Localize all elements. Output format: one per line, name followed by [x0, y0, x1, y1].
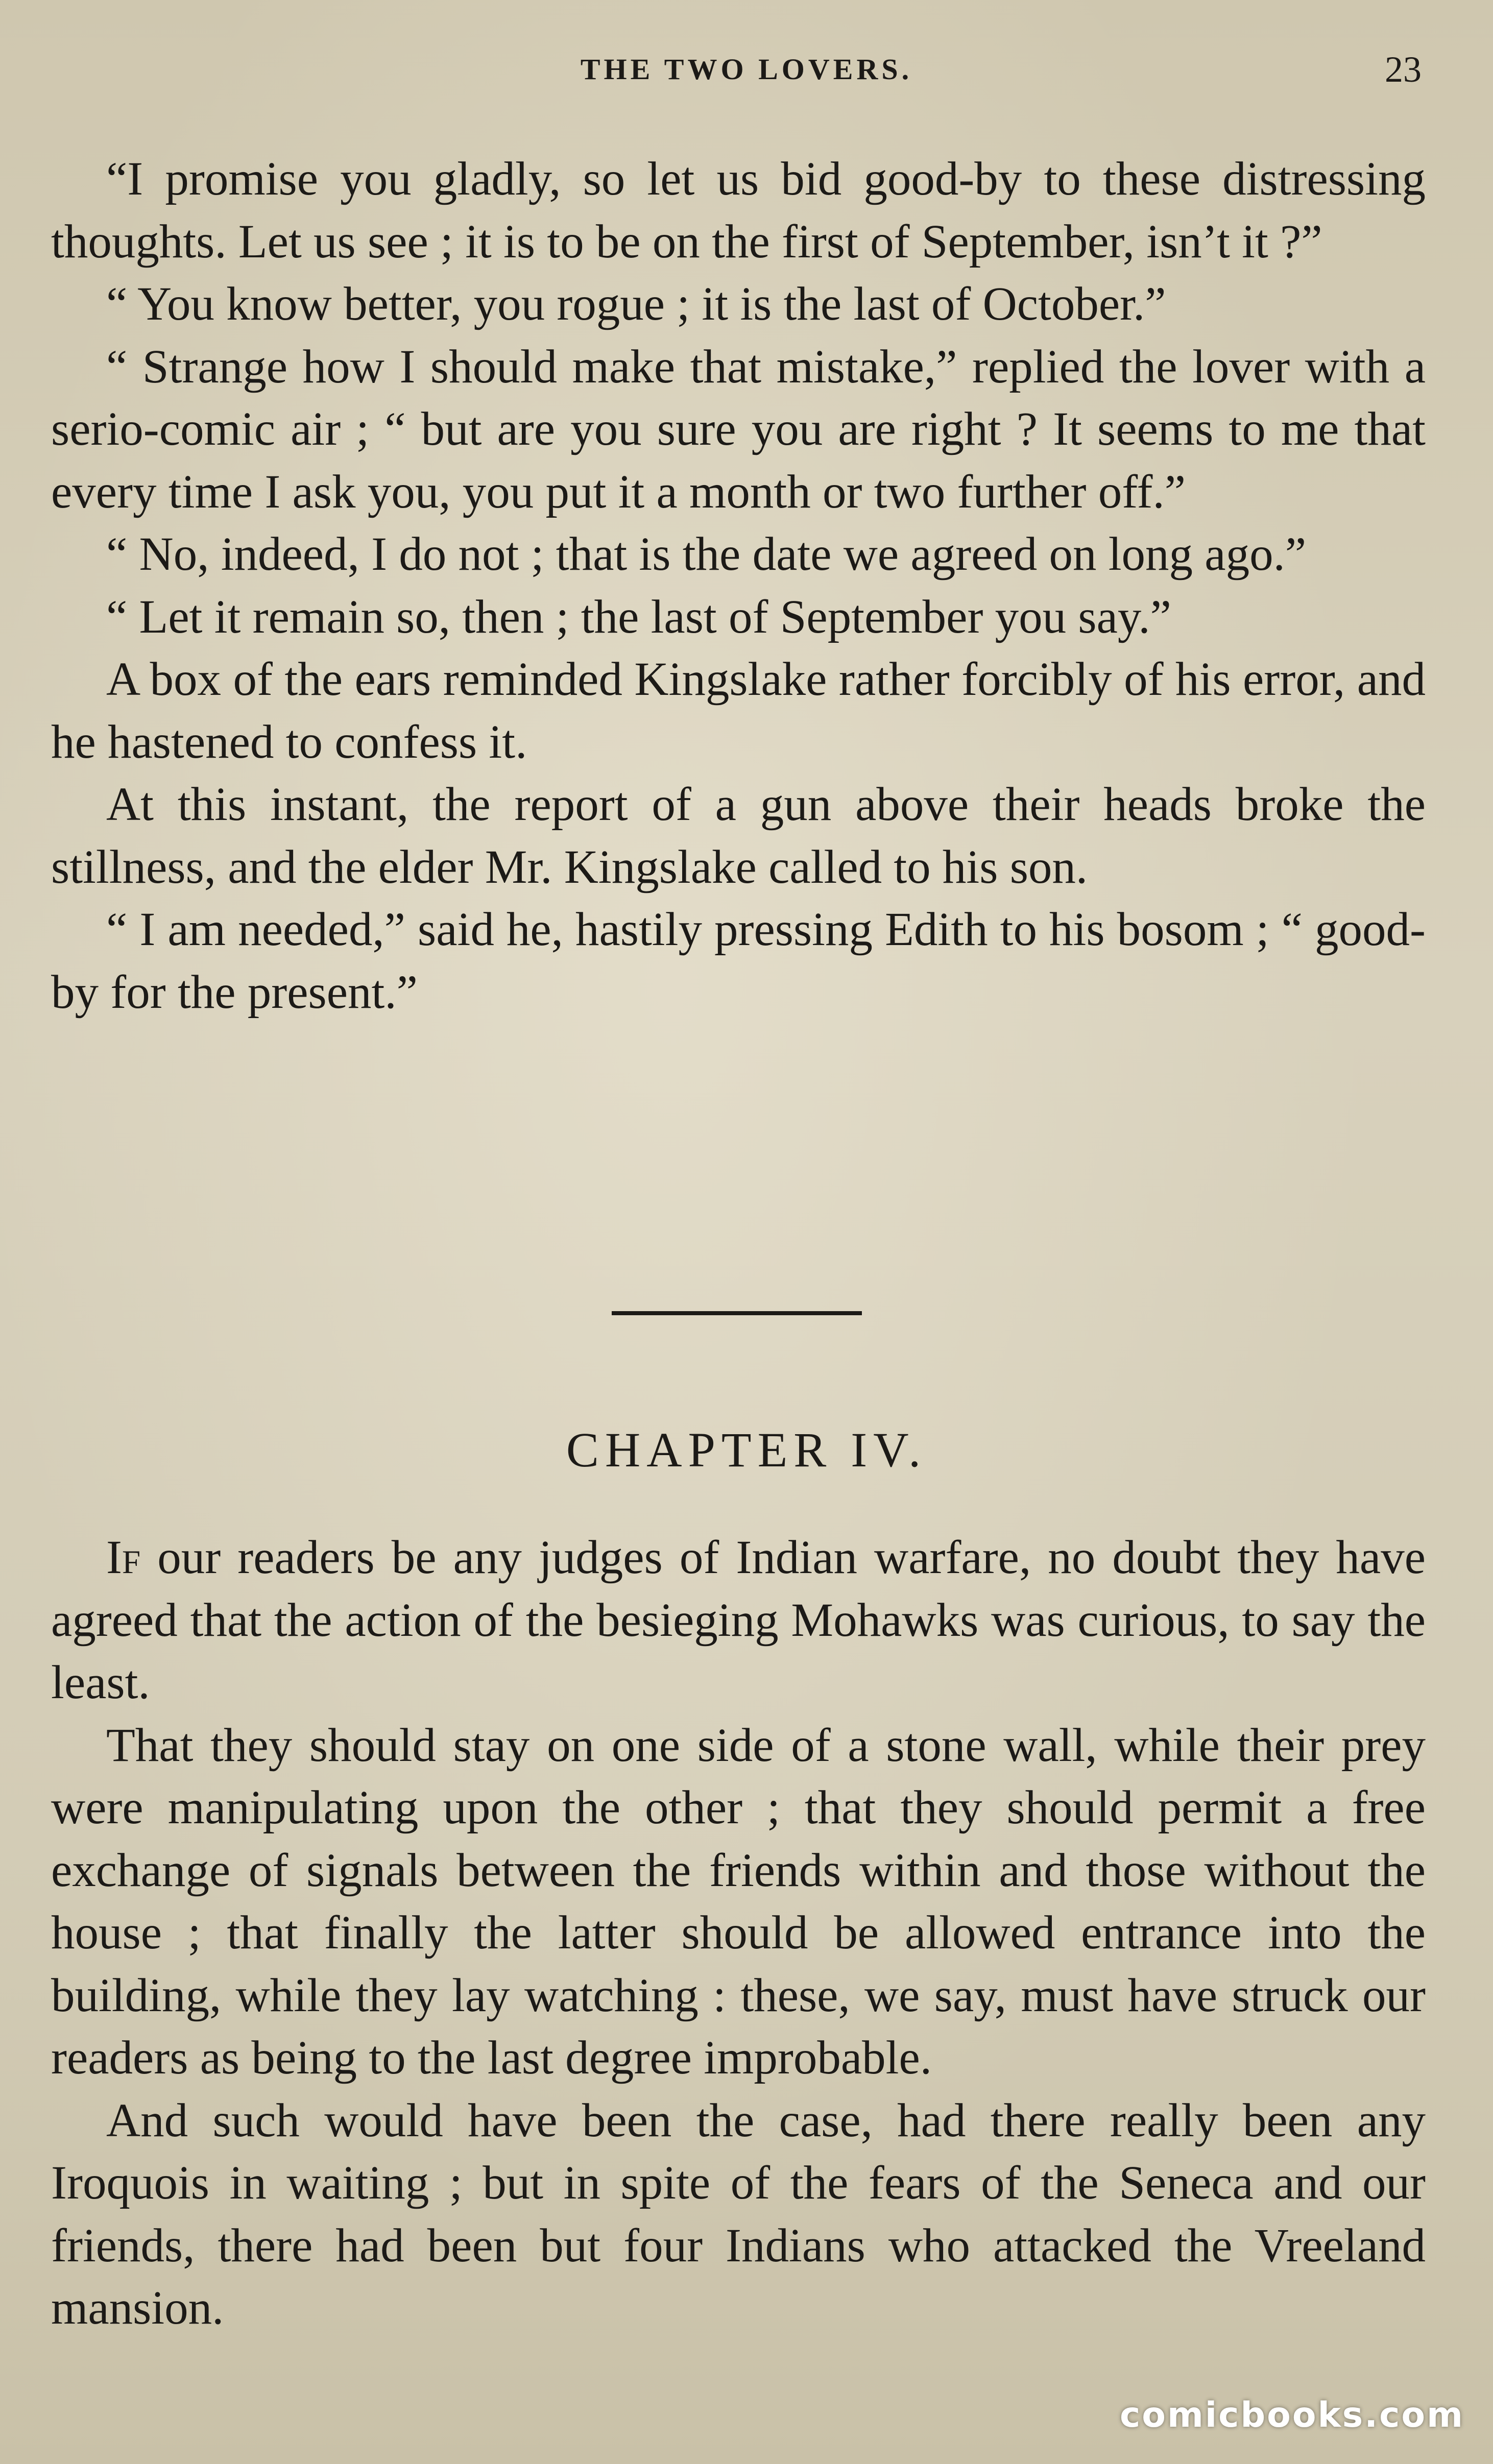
paragraph: “ No, indeed, I do not ; that is the date we agreed on long ago.”	[106, 528, 1307, 581]
paragraph: “I promise you gladly, so let us bid good-by to these distressing thoughts. Let us see ; it is to be on the first of September, isn’t it ?”	[51, 153, 1426, 268]
opening-rest: our readers be any judges of Indian warfare, no doubt they have agreed that the action of the besieging Mohawks was curious, to say the least.	[51, 1531, 1426, 1709]
paragraph: At this instant, the report of a gun above their heads broke the stillness, and the elder Mr. Kingslake called to his son.	[51, 778, 1426, 893]
paragraph: That they should stay on one side of a stone wall, while their prey were manipulating upon the other ; that they should permit a free exchange of signals between the friends within and those without the house ; that finally the latter should be allowed entrance into the building, while they lay watching : these, we say, must have struck our readers as being to the last degree improbable.	[51, 1719, 1426, 2084]
paragraph: “ Strange how I should make that mistake,” replied the lover with a serio-comic air ; “ but are you sure you are right ? It seems to me that every time I ask you, you put it a month or two further off.”	[51, 340, 1426, 518]
paragraph: And such would have been the case, had there really been any Iroquois in waiting ; but in spite of the fears of the Seneca and our friends, there had been but four Indians who attacked the Vreeland mansion.	[51, 2094, 1426, 2334]
paragraph: “ I am needed,” said he, hastily pressing Edith to his bosom ; “ good-by for the present.”	[51, 903, 1426, 1019]
page-number: 23	[1385, 49, 1422, 90]
chapter-three-ending	[51, 148, 1426, 1024]
chapter-four-text	[51, 1527, 1426, 2340]
running-head	[0, 49, 1493, 90]
chapter-heading: CHAPTER IV.	[566, 1422, 927, 1477]
paragraph: A box of the ears reminded Kingslake rather forcibly of his error, and he hastened to confess it.	[51, 653, 1426, 768]
running-title: THE TWO LOVERS.	[580, 53, 913, 86]
opening-word: If	[106, 1531, 141, 1584]
paragraph: “ Let it remain so, then ; the last of September you say.”	[106, 590, 1171, 643]
section-divider	[612, 1311, 862, 1315]
paragraph: “ You know better, you rogue ; it is the last of October.”	[106, 278, 1166, 330]
watermark: comicbooks.com	[1119, 2395, 1464, 2435]
opening-paragraph	[51, 1527, 1426, 1714]
